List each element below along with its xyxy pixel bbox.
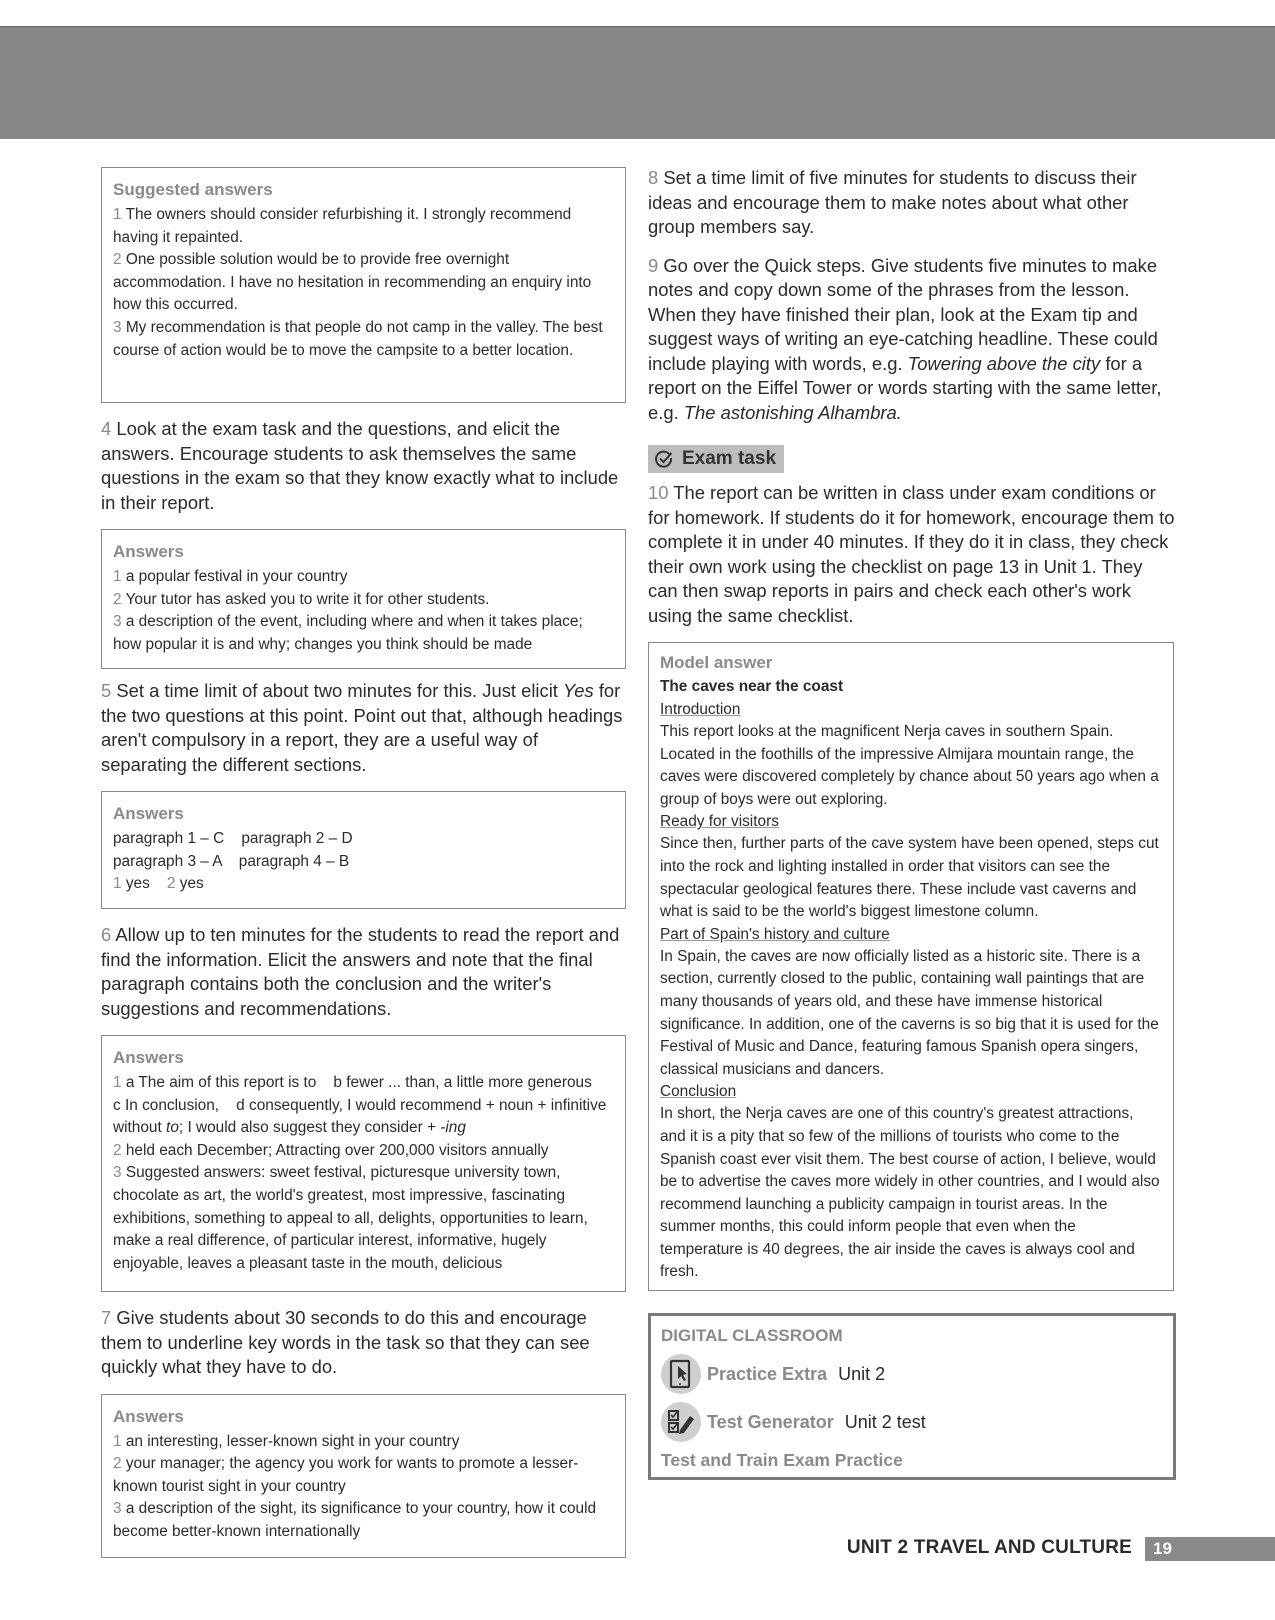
- step-text-italic: Yes: [563, 680, 594, 701]
- step-text: Look at the exam task and the questions, and elicit the answers. Encourage students to ask themselves the same questions in the exam so that they know exactly what to include in their report.: [101, 418, 619, 513]
- practice-extra-label: Practice Extra: [707, 1363, 828, 1384]
- page-number: 19: [1145, 1537, 1275, 1561]
- item-text-italic: to: [166, 1119, 179, 1137]
- step-text: for a report on the Eiffel Tower or words starting with the same letter, e.g.: [648, 352, 1162, 423]
- item-text: your manager; the agency you work for wants to promote a lesser-known tourist sight in your country: [113, 1455, 579, 1495]
- step-number: 7: [101, 1307, 112, 1328]
- answer-item: [113, 1453, 614, 1498]
- step-number: 8: [648, 167, 659, 188]
- item-number: 3: [113, 1500, 122, 1518]
- left-column: [101, 167, 626, 1558]
- item-text: a description of the sight, its significance to your country, how it could become better-known internationally: [113, 1500, 597, 1540]
- item-number: 1: [113, 1432, 122, 1450]
- step-6: [101, 923, 626, 1021]
- step-text-italic: The astonishing Alhambra.: [683, 401, 902, 423]
- item-number: 3: [113, 613, 122, 631]
- step-text: Go over the Quick steps. Give students five minutes to make notes and copy down some of the phrases from the lesson. When they have finished their plan, look at the Exam tip and suggest ways of writing an eye-catching headline. These could include playing with words, e.g.: [648, 254, 1158, 374]
- item-text: an interesting, lesser-known sight in your country: [125, 1432, 460, 1450]
- step-9: [648, 254, 1176, 426]
- answer-line: paragraph 3 – A paragraph 4 – B: [113, 852, 350, 870]
- model-section-heading: Introduction: [660, 701, 741, 718]
- page-footer: [0, 1537, 1275, 1561]
- answer-item: [113, 1072, 614, 1140]
- answer-line: [113, 873, 614, 896]
- answer-item: [113, 1140, 614, 1163]
- step-number: 5: [101, 680, 112, 701]
- step-10: [648, 481, 1176, 628]
- model-section-heading: Conclusion: [660, 1083, 737, 1101]
- tablet-pointer-icon: [661, 1354, 701, 1394]
- model-heading: The caves near the coast: [660, 678, 844, 695]
- item-text: a popular festival in your country: [125, 568, 348, 585]
- item-number: 3: [113, 318, 122, 336]
- box-title: Model answer: [660, 653, 773, 672]
- answer-item: [113, 566, 614, 589]
- step-text: for the two questions at this point. Point out that, although headings aren't compulsory in a report, they are a useful way of separating the different sections.: [101, 680, 623, 775]
- step-text: Give students about 30 seconds to do this and encourage them to underline key words in the task so that they can see quickly what they have to do.: [101, 1307, 590, 1377]
- model-answer-box: [648, 642, 1174, 1291]
- step-8: [648, 166, 1176, 240]
- test-and-train-link[interactable]: Test and Train Exam Practice: [661, 1450, 903, 1471]
- model-section-heading: Part of Spain's history and culture: [660, 925, 890, 943]
- item-number: 2: [113, 590, 122, 608]
- answer-line: paragraph 1 – C paragraph 2 – D: [113, 830, 353, 847]
- step-4: [101, 417, 626, 515]
- header-band: [0, 26, 1275, 139]
- step-text: Set a time limit of five minutes for students to discuss their ideas and encourage them to make notes about what other group members say.: [648, 167, 1137, 237]
- answer-item: [113, 611, 614, 656]
- answers-box-7: [101, 1394, 626, 1558]
- box-title: Answers: [113, 804, 184, 823]
- step-number: 6: [101, 924, 112, 945]
- model-section-text: This report looks at the magnificent Nerja caves in southern Spain. Located in the foothills of the impressive Almijara mountain range, the caves were discovered completely by chance about 50 years ago when a group of boys were out exploring.: [660, 723, 1159, 808]
- box-title: Suggested answers: [113, 180, 273, 199]
- test-generator-link[interactable]: [661, 1402, 1163, 1442]
- item-text: The owners should consider refurbishing it. I strongly recommend having it repainted.: [113, 206, 572, 246]
- item-number: 1: [113, 568, 122, 585]
- checklist-pen-icon: [661, 1402, 701, 1442]
- step-number: 10: [648, 482, 669, 503]
- test-generator-unit: Unit 2 test: [839, 1411, 926, 1432]
- suggested-answers-box: [101, 167, 626, 403]
- box-title: Answers: [113, 1048, 184, 1067]
- step-number: 9: [648, 254, 659, 276]
- item-number: 2: [166, 875, 176, 893]
- item-number: 1: [113, 206, 122, 223]
- item-text: a The aim of this report is to b fewer ... than, a little more generous c In conclusion, d consequently, I would recommend + noun + infinitive without: [113, 1074, 611, 1137]
- model-section-text: In Spain, the caves are now officially listed as a historic site. There is a section, currently closed to the public, containing wall paintings that are many thousands of years old, and these have immense historical significance. In addition, one of the caverns is so big that it is used for the Festival of Music and Dance, featuring famous Spanish opera singers, classical musicians and dancers.: [660, 947, 1159, 1078]
- answer-item: [113, 1431, 614, 1454]
- item-text: My recommendation is that people do not camp in the valley. The best course of action would be to move the campsite to a better location.: [113, 318, 603, 359]
- right-column: [648, 166, 1176, 1480]
- item-text: held each December; Attracting over 200,000 visitors annually: [125, 1141, 549, 1159]
- exam-task-label: [648, 445, 784, 473]
- answer-item: [113, 317, 614, 362]
- answer-item: [113, 249, 614, 317]
- answers-box-5: [101, 791, 626, 909]
- item-number: 3: [113, 1164, 122, 1182]
- step-text-italic: Towering above the city: [907, 352, 1101, 374]
- step-text: Set a time limit of about two minutes for this. Just elicit: [116, 680, 564, 701]
- step-text: The report can be written in class under exam conditions or for homework. If students do it for homework, encourage them to complete it in under 40 minutes. If they do it in class, they check their own work using the checklist on page 13 in Unit 1. They can then swap reports in pairs and check each other's work using the same checklist.: [648, 482, 1175, 626]
- model-section-text: In short, the Nerja caves are one of this country's greatest attractions, and it is a pity that so few of the millions of tourists who come to the Spanish coast ever visit them. The best course of action, I believe, would be to advertise the caves more widely in other countries, and I would also recommend launching a publicity campaign in tourist areas. In the summer months, this could inform people that even when the temperature is 40 degrees, the air inside the caves is always cool and fresh.: [660, 1105, 1160, 1281]
- item-text: One possible solution would be to provide free overnight accommodation. I have no hesitation in recommending an enquiry into how this occurred.: [113, 251, 592, 314]
- answers-box-4: [101, 529, 626, 669]
- answer-item: [113, 1162, 614, 1275]
- item-text: yes: [125, 875, 150, 893]
- item-text: a description of the event, including where and when it takes place; how popular it is and why; changes you think should be made: [113, 613, 583, 653]
- answer-item: [113, 204, 614, 249]
- item-text: yes: [179, 875, 204, 893]
- item-number: 2: [113, 1141, 122, 1159]
- item-number: 2: [113, 1455, 122, 1473]
- item-text: ; I would also suggest they consider +: [178, 1119, 441, 1137]
- answer-item: [113, 589, 614, 612]
- step-5: [101, 679, 626, 777]
- box-title: Answers: [113, 1406, 184, 1426]
- item-number: 1: [113, 875, 122, 893]
- check-circle-icon: [654, 449, 674, 469]
- box-title: Answers: [113, 542, 184, 561]
- model-section-heading: Ready for visitors: [660, 813, 779, 831]
- item-number: 2: [113, 251, 122, 269]
- model-section-text: Since then, further parts of the cave system have been opened, steps cut into the rock and lighting installed in order that visitors can see the spectacular geological features there. These include vast caverns and what is said to be the world's biggest limestone column.: [660, 835, 1159, 921]
- step-7: [101, 1306, 626, 1380]
- item-text: Suggested answers: sweet festival, picturesque university town, chocolate as art, the world's greatest, most impressive, fascinating exhibitions, something to appeal to all, delights, opportunities to learn, make a real difference, of particular interest, informative, hugely enjoyable, leaves a pleasant taste in the mouth, delicious: [113, 1164, 588, 1272]
- answers-box-6: [101, 1035, 626, 1292]
- test-generator-label: Test Generator: [707, 1411, 834, 1432]
- item-text-italic: -ing: [440, 1119, 466, 1137]
- digital-classroom-box: [648, 1313, 1176, 1480]
- practice-extra-unit: Unit 2: [833, 1363, 886, 1384]
- step-number: 4: [101, 418, 112, 439]
- digital-classroom-title: DIGITAL CLASSROOM: [661, 1326, 843, 1346]
- unit-title: UNIT 2 TRAVEL AND CULTURE: [846, 1537, 1132, 1558]
- exam-task-text: Exam task: [682, 448, 777, 469]
- practice-extra-link[interactable]: [661, 1354, 1163, 1394]
- item-number: 1: [113, 1074, 122, 1091]
- step-text: Allow up to ten minutes for the students to read the report and find the information. Elicit the answers and note that the final paragraph contains both the conclusion and the writer's suggestions and recommendations.: [101, 924, 620, 1019]
- item-text: Your tutor has asked you to write it for other students.: [125, 590, 490, 608]
